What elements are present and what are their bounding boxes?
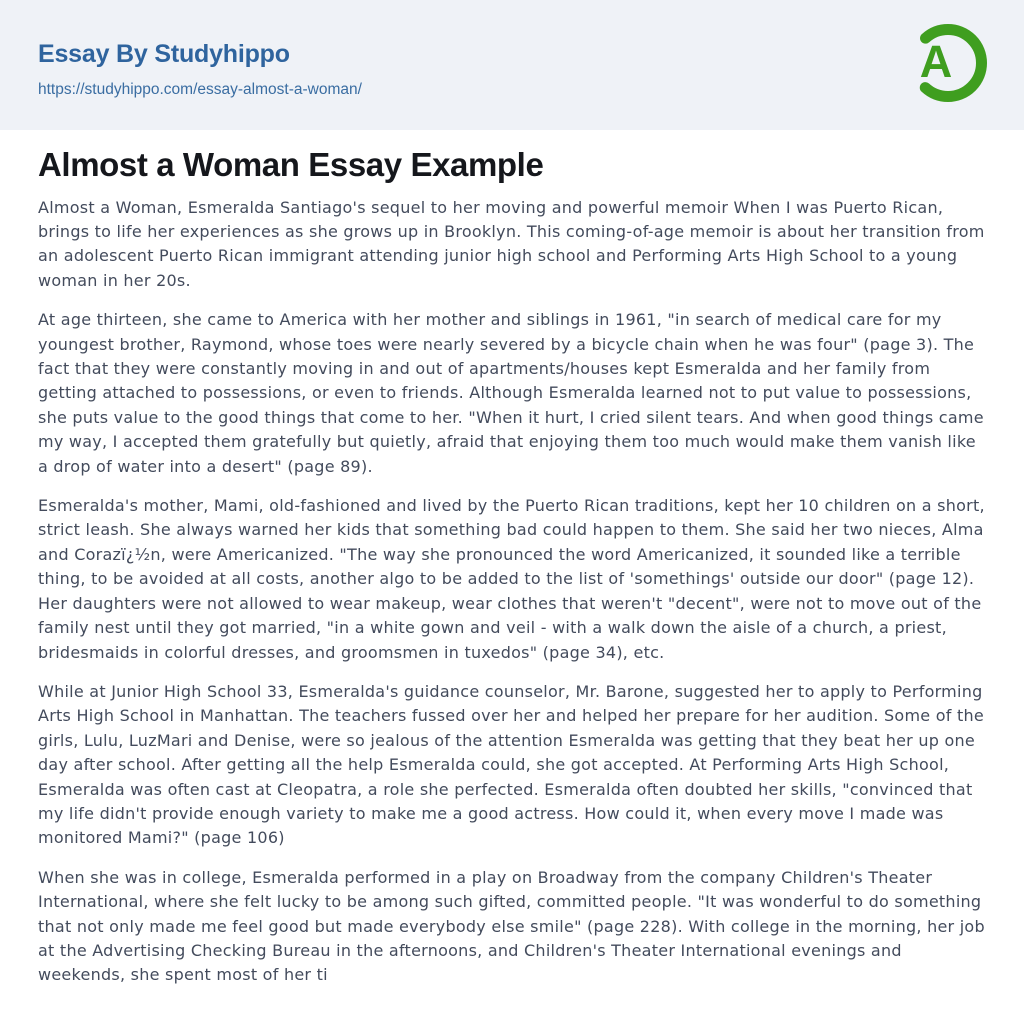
studyhippo-logo-icon	[909, 21, 987, 105]
essay-paragraph-2: At age thirteen, she came to America with her mother and siblings in 1961, "in search of medical care for my youngest brother, Raymond, whose toes were nearly severed by a bicycle chain when he was four" (page 3). The fact that they were constantly moving in and out of apartments/houses kept Esmeralda and her family from getting attached to possessions, or even to friends. Although Esmeralda learned not to put value to possessions, she puts value to the good things that come to her. "When it hurt, I cried silent tears. And when good things came my way, I accepted them gratefully but quietly, afraid that enjoying them too much would make them vanish like a drop of water into a desert" (page 89).	[38, 310, 984, 476]
page-header	[0, 0, 1024, 130]
page-title: Almost a Woman Essay Example	[38, 146, 544, 183]
brand-title: Essay By Studyhippo	[38, 40, 290, 68]
essay-paragraph-5: When she was in college, Esmeralda performed in a play on Broadway from the company Children's Theater International, where she felt lucky to be among such gifted, committed people. "It was wonderful to do something that not only made me feel good but made everybody else smile" (page 228). With college in the morning, her job at the Advertising Checking Bureau in the afternoons, and Children's Theater International evenings and weekends, she spent most of her ti	[38, 867, 985, 985]
essay-paragraph-3: Esmeralda's mother, Mami, old-fashioned and lived by the Puerto Rican traditions, kept her 10 children on a short, strict leash. She always warned her kids that something bad could happen to them. She said her two nieces, Alma and Corazï¿½n, were Americanized. "The way she pronounced the word Americanized, it sounded like a terrible thing, to be avoided at all costs, another algo to be added to the list of 'somethings' outside our door" (page 12). Her daughters were not allowed to wear makeup, wear clothes that weren't "decent", were not to move out of the family nest until they got married, "in a white gown and veil - with a walk down the aisle of a church, a priest, bridesmaids in colorful dresses, and groomsmen in tuxedos" (page 34), etc.	[38, 496, 985, 662]
logo-letter: A	[919, 36, 953, 87]
essay-paragraph-4: While at Junior High School 33, Esmeralda's guidance counselor, Mr. Barone, suggested her to apply to Performing Arts High School in Manhattan. The teachers fussed over her and helped her prepare for her audition. Some of the girls, Lulu, LuzMari and Denise, were so jealous of the attention Esmeralda was getting that they beat her up one day after school. After getting all the help Esmeralda could, she got accepted. At Performing Arts High School, Esmeralda was often cast at Cleopatra, a role she perfected. Esmeralda often doubted her skills, "convinced that my life didn't provide enough variety to make me a good actress. How could it, when every move I made was monitored Mami?" (page 106)	[38, 681, 984, 848]
source-url-link[interactable]: https://studyhippo.com/essay-almost-a-woman/	[38, 81, 362, 98]
essay-content	[0, 145, 1024, 988]
essay-paragraph-1: Almost a Woman, Esmeralda Santiago's sequel to her moving and powerful memoir When I was Puerto Rican, brings to life her experiences as she grows up in Brooklyn. This coming-of-age memoir is about her transition from an adolescent Puerto Rican immigrant attending junior high school and Performing Arts High School to a young woman in her 20s.	[38, 197, 985, 290]
